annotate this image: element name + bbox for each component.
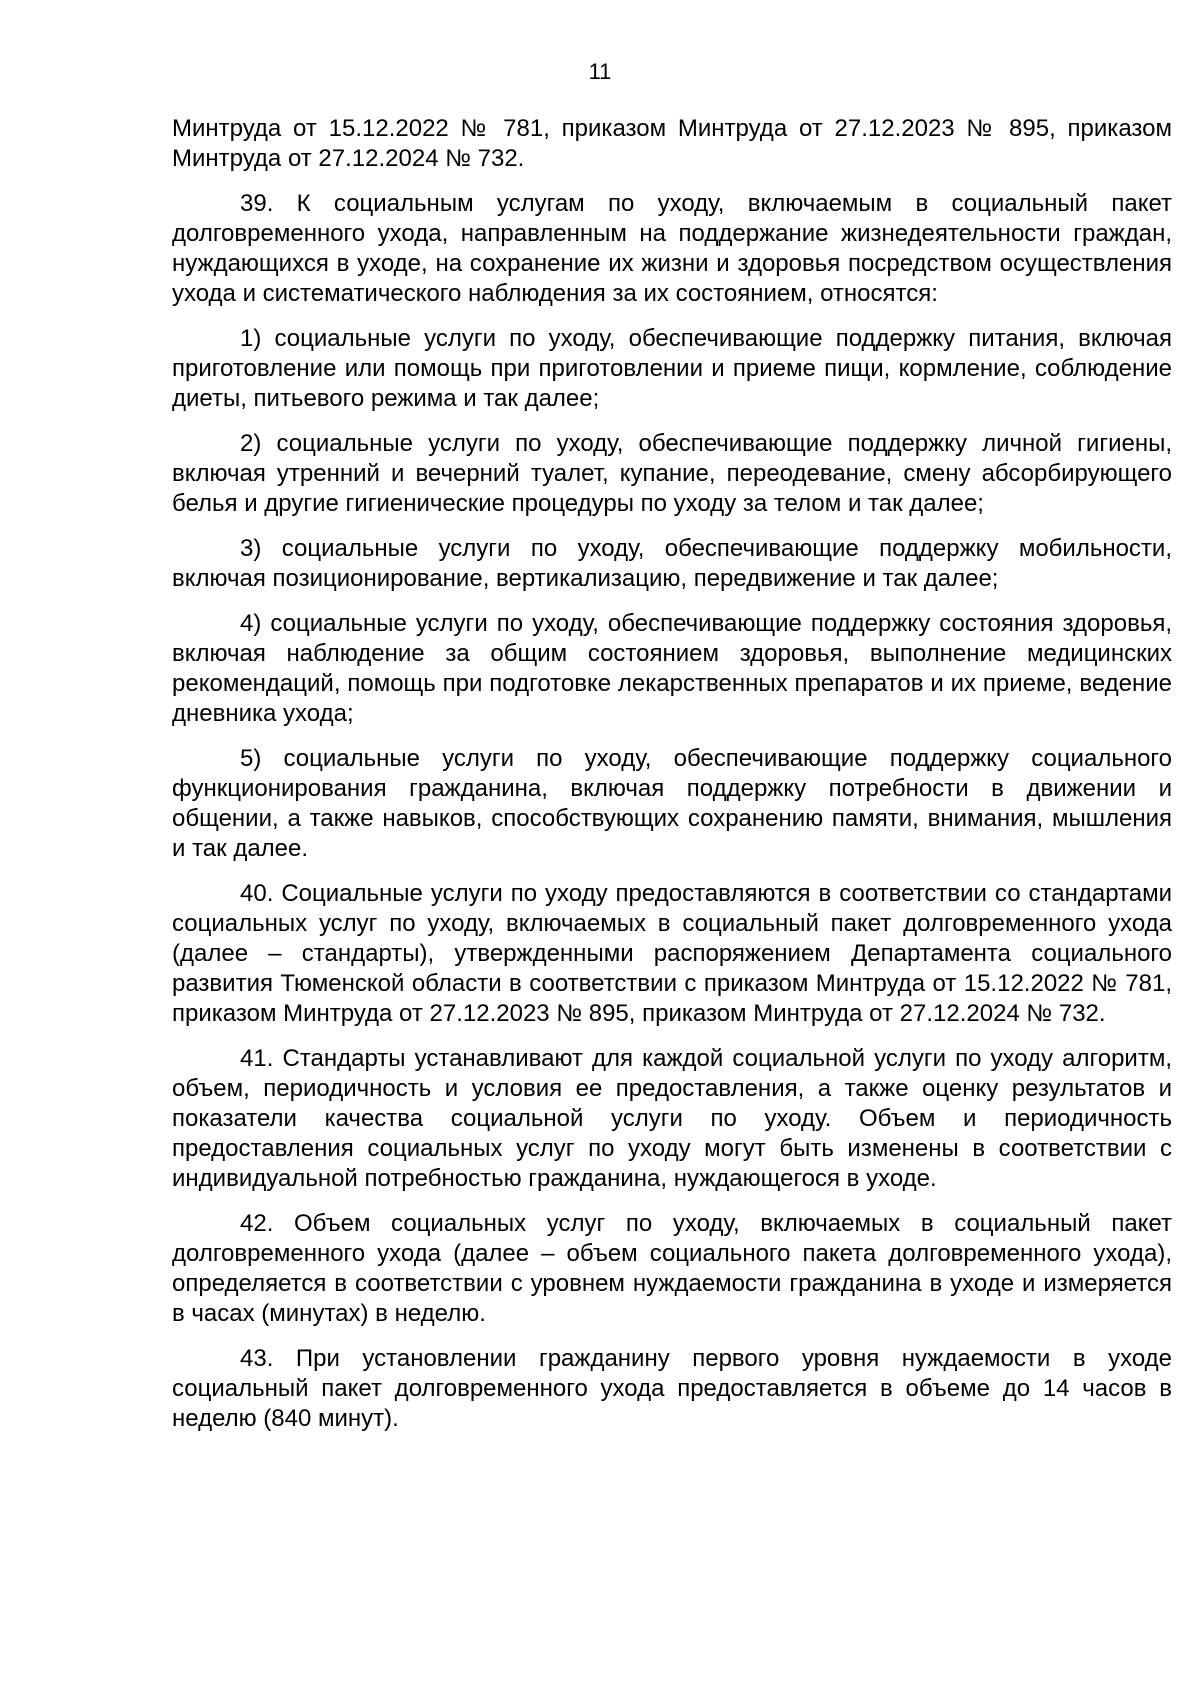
list-item-1: 1) социальные услуги по уходу, обеспечивающие поддержку питания, включая приготовление или помощь при приготовлении и приеме пищи, кормление, соблюдение диеты, питьевого режима и так далее; (172, 325, 1172, 412)
list-item-5: 5) социальные услуги по уходу, обеспечивающие поддержку социального функционирования гражданина, включая поддержку потребности в движении и общении, а также навыков, способствующих сохранению памяти, внимания, мышления и так далее. (172, 745, 1172, 862)
paragraph-41: 41. Стандарты устанавливают для каждой социальной услуги по уходу алгоритм, объем, периодичность и условия ее предоставления, а также оценку результатов и показатели качества социальной услуги по уходу. Объем и периодичность предоставления социальных услуг по уходу могут быть изменены в соответствии с индивидуальной потребностью гражданина, нуждающегося в уходе. (172, 1045, 1172, 1192)
paragraph-39: 39. К социальным услугам по уходу, включаемым в социальный пакет долговременного ухода, направленным на поддержание жизнедеятельности граждан, нуждающихся в уходе, на сохранение их жизни и здоровья посредством осуществления ухода и систематического наблюдения за их состоянием, относятся: (172, 190, 1172, 307)
list-item-3: 3) социальные услуги по уходу, обеспечивающие поддержку мобильности, включая позиционирование, вертикализацию, передвижение и так далее; (172, 535, 1172, 592)
document-body (172, 114, 1172, 1449)
paragraph-42: 42. Объем социальных услуг по уходу, включаемых в социальный пакет долговременного ухода (далее – объем социального пакета долговременного ухода), определяется в соответствии с уровнем нуждаемости гражданина в уходе и измеряется в часах (минутах) в неделю. (172, 1210, 1172, 1327)
paragraph-43: 43. При установлении гражданину первого уровня нуждаемости в уходе социальный пакет долговременного ухода предоставляется в объеме до 14 часов в неделю (840 минут). (172, 1345, 1172, 1432)
page-number: 11 (588, 59, 612, 84)
paragraph-continuation: Минтруда от 15.12.2022 № 781, приказом Минтруда от 27.12.2023 № 895, приказом Минтруда от 27.12.2024 № 732. (172, 115, 1172, 172)
list-item-2: 2) социальные услуги по уходу, обеспечивающие поддержку личной гигиены, включая утренний и вечерний туалет, купание, переодевание, смену абсорбирующего белья и другие гигиенические процедуры по уходу за телом и так далее; (172, 430, 1172, 517)
list-item-4: 4) социальные услуги по уходу, обеспечивающие поддержку состояния здоровья, включая наблюдение за общим состоянием здоровья, выполнение медицинских рекомендаций, помощь при подготовке лекарственных препаратов и их приеме, ведение дневника ухода; (172, 610, 1172, 727)
paragraph-40: 40. Социальные услуги по уходу предоставляются в соответствии со стандартами социальных услуг по уходу, включаемых в социальный пакет долговременного ухода (далее – стандарты), утвержденными распоряжением Департамента социального развития Тюменской области в соответствии с приказом Минтруда от 15.12.2022 № 781, приказом Минтруда от 27.12.2023 № 895, приказом Минтруда от 27.12.2024 № 732. (172, 880, 1172, 1027)
